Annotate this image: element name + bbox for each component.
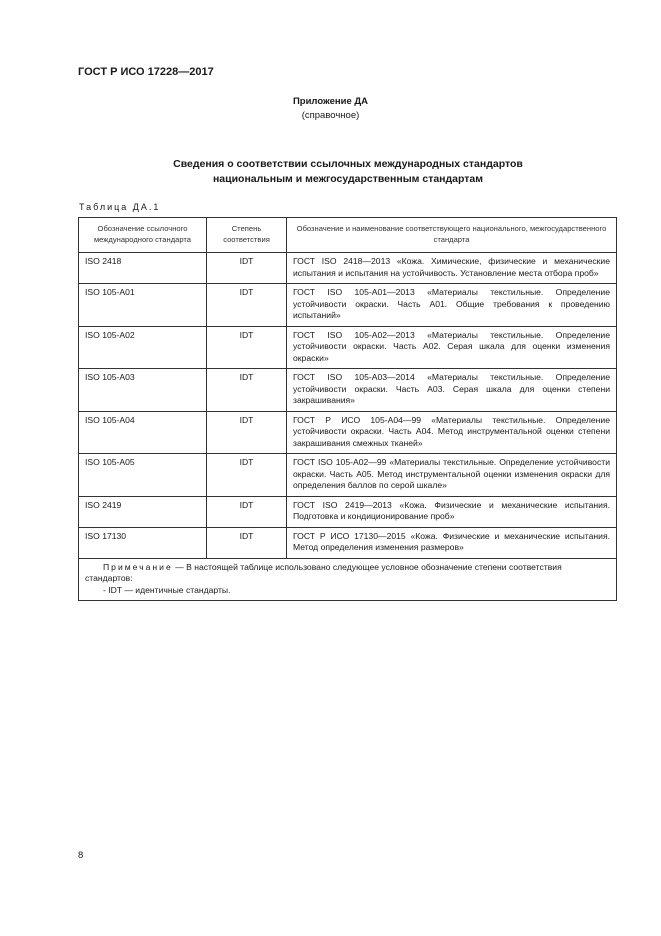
table-row xyxy=(79,369,617,412)
international-standard-cell: ISO 105-A03 xyxy=(79,369,207,412)
annex-subtitle: (справочное) xyxy=(301,110,360,121)
national-standard-cell: ГОСТ ISO 105-A03—2014 «Материалы текстильные. Определение устойчивости окраски. Часть A03. Серая шкала для оценки степени закрашивания» xyxy=(287,369,617,412)
annex-title: Приложение ДА xyxy=(292,96,369,107)
note-label: Примечание xyxy=(103,561,173,572)
degree-cell: IDT xyxy=(207,411,287,454)
international-standard-cell: ISO 105-A04 xyxy=(79,411,207,454)
annex-heading xyxy=(0,95,661,123)
national-standard-cell: ГОСТ ISO 105-A02—99 «Материалы текстильные. Определение устойчивости окраски. Часть A05. Метод инструментальной оценки изменения окраски для определения баллов по серой шкале» xyxy=(287,454,617,497)
section-title-line2: национальным и межгосударственным стандартам xyxy=(212,173,484,185)
international-standard-cell: ISO 2419 xyxy=(79,496,207,527)
table-row xyxy=(79,284,617,327)
degree-cell: IDT xyxy=(207,454,287,497)
degree-cell: IDT xyxy=(207,369,287,412)
note-text: — В настоящей таблице использовано следующее условное обозначение степени соответствия стандартов: xyxy=(85,561,562,583)
table-row xyxy=(79,527,617,558)
international-standard-cell: ISO 105-A05 xyxy=(79,454,207,497)
correspondence-table xyxy=(78,217,617,601)
column-header-national: Обозначение и наименование соответствующего национального, межгосударственного стандарта xyxy=(287,218,617,253)
national-standard-cell: ГОСТ ISO 105-A02—2013 «Материалы текстильные. Определение устойчивости окраски. Часть A02. Серая шкала для оценки изменения окраски» xyxy=(287,326,617,369)
degree-cell: IDT xyxy=(207,326,287,369)
table-note-row xyxy=(79,558,617,601)
national-standard-cell: ГОСТ Р ИСО 105-A04—99 «Материалы текстильные. Определение устойчивости окраски. Часть A04. Метод инструментальной оценки степени закрашивания смежных тканей» xyxy=(287,411,617,454)
national-standard-cell: ГОСТ ISO 2419—2013 «Кожа. Физические и механические испытания. Подготовка и кондиционирование проб» xyxy=(287,496,617,527)
document-code: ГОСТ Р ИСО 17228—2017 xyxy=(78,66,214,78)
degree-cell: IDT xyxy=(207,253,287,284)
international-standard-cell: ISO 105-A02 xyxy=(79,326,207,369)
table-row xyxy=(79,496,617,527)
column-header-degree: Степень соответствия xyxy=(207,218,287,253)
section-title-line1: Сведения о соответствии ссылочных международных стандартов xyxy=(173,158,523,170)
table-row xyxy=(79,326,617,369)
section-title xyxy=(0,157,661,187)
table-caption: Таблица ДА.1 xyxy=(79,202,161,212)
table-row xyxy=(79,411,617,454)
international-standard-cell: ISO 2418 xyxy=(79,253,207,284)
page-number: 8 xyxy=(78,850,84,861)
table-note xyxy=(79,558,617,601)
table-row xyxy=(79,253,617,284)
international-standard-cell: ISO 17130 xyxy=(79,527,207,558)
table-row xyxy=(79,454,617,497)
degree-cell: IDT xyxy=(207,284,287,327)
national-standard-cell: ГОСТ ISO 2418—2013 «Кожа. Химические, физические и механические испытания и испытания на устойчивость. Установление места отбора проб» xyxy=(287,253,617,284)
table-header-row xyxy=(79,218,617,253)
degree-cell: IDT xyxy=(207,496,287,527)
column-header-international: Обозначение ссылочного международного стандарта xyxy=(79,218,207,253)
note-item: - IDT — идентичные стандарты. xyxy=(103,584,231,595)
national-standard-cell: ГОСТ Р ИСО 17130—2015 «Кожа. Физические и механические испытания. Метод определения изменения размеров» xyxy=(287,527,617,558)
international-standard-cell: ISO 105-A01 xyxy=(79,284,207,327)
national-standard-cell: ГОСТ ISO 105-A01—2013 «Материалы текстильные. Определение устойчивости окраски. Часть A01. Общие требования к проведению испытаний» xyxy=(287,284,617,327)
degree-cell: IDT xyxy=(207,527,287,558)
